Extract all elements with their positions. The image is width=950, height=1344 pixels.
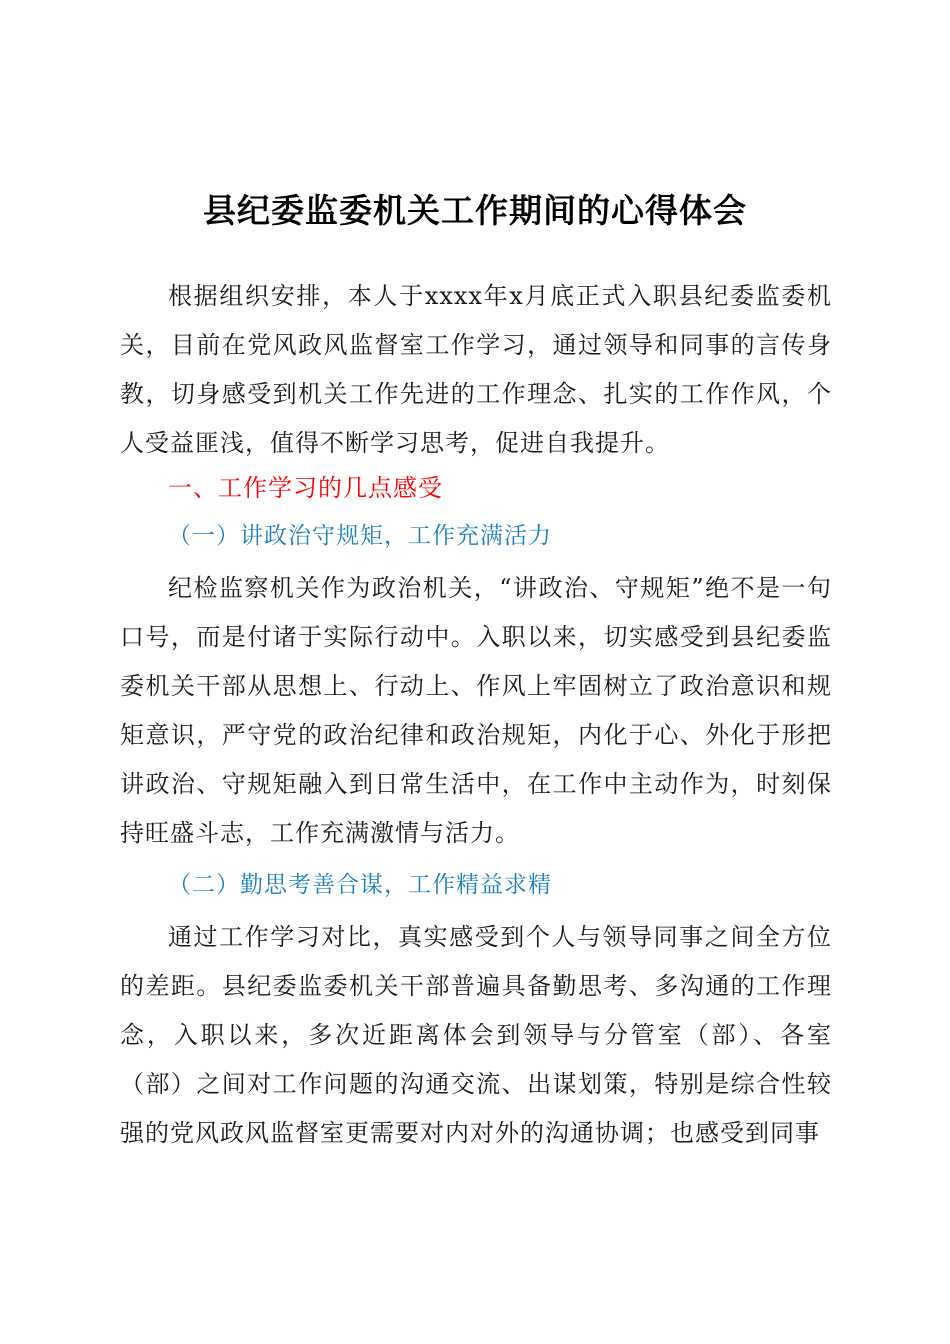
document-title: 县纪委监委机关工作期间的心得体会 (203, 191, 747, 230)
subsection-body-2: 通过工作学习对比，真实感受到个人与领导同事之间全方位的差距。县纪委监委机关干部普遍具备勤思考、多沟通的工作理念，入职以来，多次近距离体会到领导与分管室（部）、各室（部）之间对工作问题的沟通交流、出谋划策，特别是综合性较强的党风政风监督室更需要对内对外的沟通协调；也感受到同事 (120, 923, 832, 1147)
section-heading: 一、工作学习的几点感受 (168, 474, 443, 502)
subsection-body-1: 纪检监察机关作为政治机关，“讲政治、守规矩”绝不是一句口号，而是付诸于实际行动中。入职以来，切实感受到县纪委监委机关干部从思想上、行动上、作风上牢固树立了政治意识和规矩意识，严守党的政治纪律和政治规矩，内化于心、外化于形把讲政治、守规矩融入到日常生活中，在工作中主动作为，时刻保持旺盛斗志，工作充满激情与活力。 (120, 574, 832, 847)
intro-paragraph: 根据组织安排，本人于xxxx年x月底正式入职县纪委监委机关，目前在党风政风监督室工作学习，通过领导和同事的言传身教，切身感受到机关工作先进的工作理念、扎实的工作作风，个人受益匪浅，值得不断学习思考，促进自我提升。 (120, 282, 832, 457)
subsection-heading-1: （一）讲政治守规矩，工作充满活力 (168, 523, 552, 549)
subsection-heading-2: （二）勤思考善合谋，工作精益求精 (168, 872, 552, 898)
